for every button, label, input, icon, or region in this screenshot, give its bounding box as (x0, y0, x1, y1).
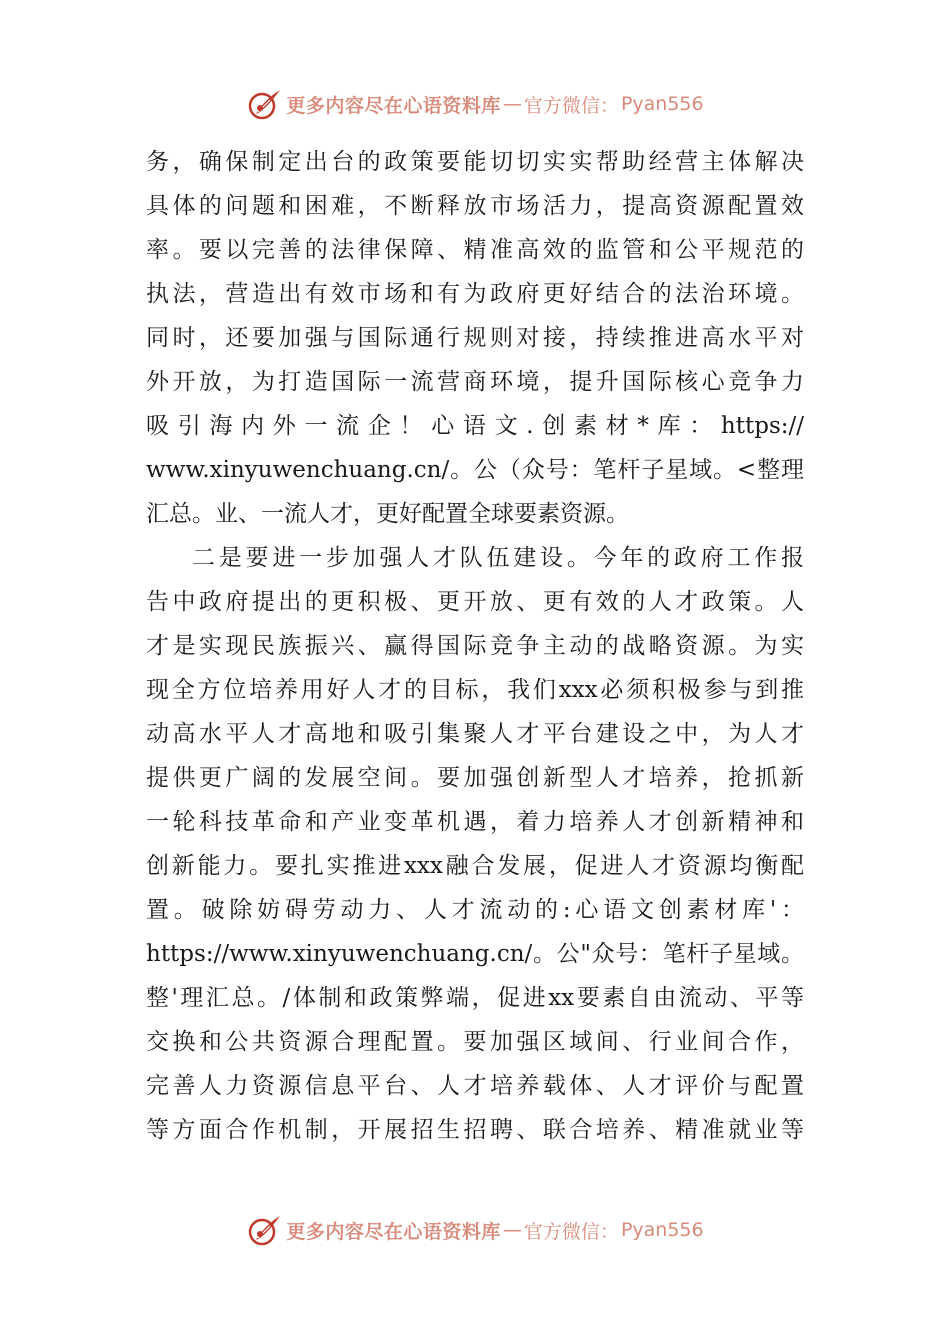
quill-logo-icon (246, 1212, 282, 1248)
document-body (146, 140, 804, 1152)
text-line: 交换和公共资源合理配置。要加强区域间、行业间合作， (146, 1029, 804, 1055)
quill-logo-icon (246, 86, 282, 122)
text-line: 提供更广阔的发展空间。要加强创新型人才培养，抢抓新 (146, 765, 804, 791)
text-line: 现全方位培养用好人才的目标，我们xxx必须积极参与到推 (146, 677, 804, 703)
watermark-separator: — (502, 1219, 522, 1241)
text-line: 务，确保制定出台的政策要能切切实实帮助经营主体解决 (146, 149, 804, 175)
text-line: 具体的问题和困难，不断释放市场活力，提高资源配置效 (146, 193, 804, 219)
text-line: 吸引海内外一流企！心语文.创素材*库：https:// (146, 413, 804, 439)
text-line: https://www.xinyuwenchuang.cn/。公"众号：笔杆子星域。 (146, 941, 804, 967)
watermark-wechat-label: 官方微信： (523, 94, 619, 117)
text-line: 执法，营造出有效市场和有为政府更好结合的法治环境。 (146, 281, 804, 307)
text-line: 置。破除妨碍劳动力、人才流动的:心语文创素材库'： (146, 897, 804, 923)
paragraph (146, 140, 804, 536)
text-line: 动高水平人才高地和吸引集聚人才平台建设之中，为人才 (146, 721, 804, 747)
text-line: 等方面合作机制，开展招生招聘、联合培养、精准就业等 (146, 1117, 804, 1143)
text-line: www.xinyuwenchuang.cn/。公（众号：笔杆子星域。<整理 (146, 457, 804, 483)
text-line: 完善人力资源信息平台、人才培养载体、人才评价与配置 (146, 1073, 804, 1099)
watermark-separator: — (502, 93, 522, 115)
text-line: 外开放，为打造国际一流营商环境，提升国际核心竞争力 (146, 369, 804, 395)
header-watermark-banner (0, 84, 950, 124)
text-line: 创新能力。要扎实推进xxx融合发展，促进人才资源均衡配 (146, 853, 804, 879)
watermark-site-text: 更多内容尽在心语资料库 (286, 94, 501, 117)
watermark-wechat-label: 官方微信： (523, 1220, 619, 1243)
text-line: 告中政府提出的更积极、更开放、更有效的人才政策。人 (146, 589, 804, 615)
footer-watermark-banner (0, 1210, 950, 1250)
text-line: 二是要进一步加强人才队伍建设。今年的政府工作报 (192, 545, 804, 571)
text-line: 一轮科技革命和产业变革机遇，着力培养人才创新精神和 (146, 809, 804, 835)
text-line: 才是实现民族振兴、赢得国际竞争主动的战略资源。为实 (146, 633, 804, 659)
watermark-wechat-id: Pyan556 (620, 1219, 704, 1241)
text-line: 同时，还要加强与国际通行规则对接，持续推进高水平对 (146, 325, 804, 351)
text-line: 整'理汇总。/体制和政策弊端，促进xx要素自由流动、平等 (146, 985, 804, 1011)
text-line: 率。要以完善的法律保障、精准高效的监管和公平规范的 (146, 237, 804, 263)
paragraph (146, 536, 804, 1152)
watermark-site-text: 更多内容尽在心语资料库 (286, 1220, 501, 1243)
text-line: 汇总。业、一流人才，更好配置全球要素资源。 (146, 501, 629, 527)
watermark-wechat-id: Pyan556 (620, 93, 704, 115)
